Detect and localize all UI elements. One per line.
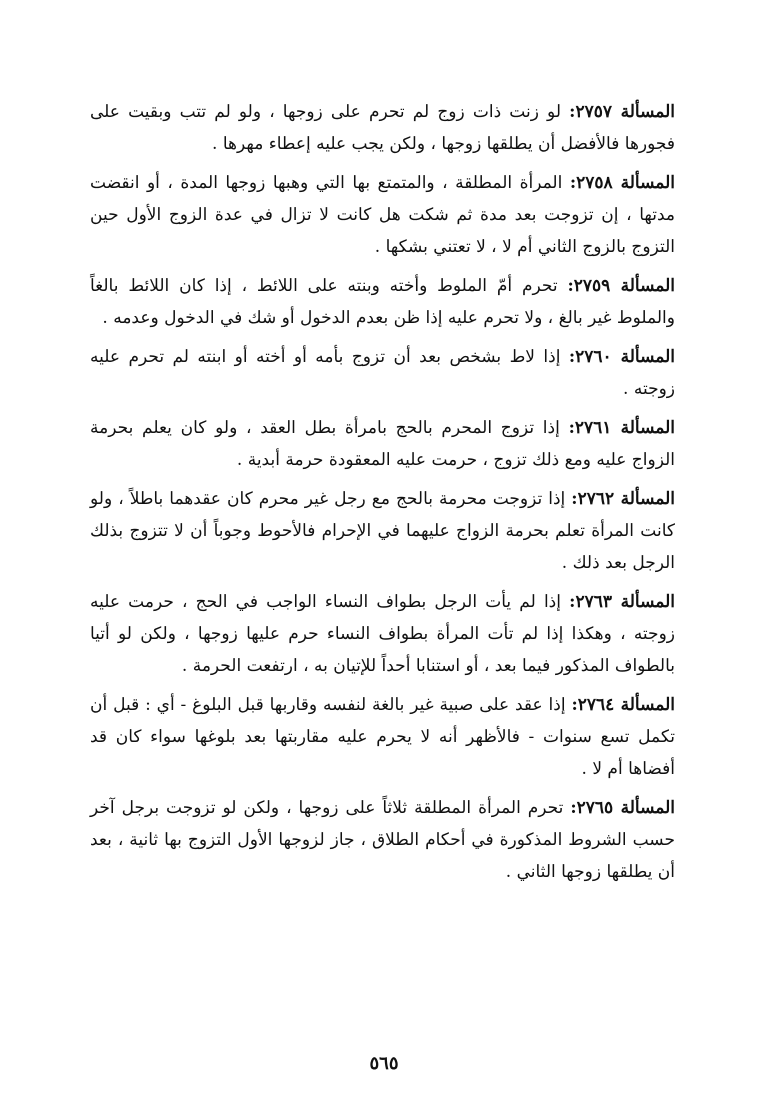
masala-text: إذا عقد على صبية غير بالغة لنفسه وقاربها قبل البلوغ - أي : قبل أن تكمل تسع سنوات - فالأظهر أنه لا يحرم عليه مقاربتها بعد بلوغها سواء كان قد أفضاها أم لا . <box>90 695 675 779</box>
masala-text: إذا تزوجت محرمة بالحج مع رجل غير محرم كان عقدهما باطلاً ، ولو كانت المرأة تعلم بحرمة الزواج عليهما في الإحرام فالأحوط وجوباً أن لا تتزوج بذلك الرجل بعد ذلك . <box>90 489 675 573</box>
masala-label: المسألة ٢٧٥٩: <box>567 276 676 296</box>
masala-2758 <box>90 167 675 263</box>
masala-text: المرأة المطلقة ، والمتمتع بها التي وهبها زوجها المدة ، أو انقضت مدتها ، إن تزوجت بعد مدة ثم شكت هل كانت لا تزال في عدة الزوج الأول حين التزوج بالزوج الثاني أم لا ، لا تعتني بشكها . <box>90 173 675 257</box>
masala-2757 <box>90 96 675 160</box>
masala-text: إذا تزوج المحرم بالحج بامرأة بطل العقد ، ولو كان يعلم بحرمة الزواج عليه ومع ذلك تزوج ، حرمت عليه المعقودة حرمة أبدية . <box>90 418 675 470</box>
masala-2761 <box>90 412 675 476</box>
masala-2759 <box>90 270 675 334</box>
masala-label: المسألة ٢٧٥٧: <box>569 102 675 122</box>
masala-text: إذا لم يأت الرجل بطواف النساء الواجب في الحج ، حرمت عليه زوجته ، وهكذا إذا لم تأت المرأة بطواف النساء حرم عليها زوجها ، ولكن لو أتيا بالطواف المذكور فيما بعد ، أو استنابا أحداً للإتيان به ، ارتفعت الحرمة . <box>90 592 675 676</box>
masala-2763 <box>90 586 675 682</box>
masala-2762 <box>90 483 675 579</box>
masala-text: تحرم المرأة المطلقة ثلاثاً على زوجها ، ولكن لو تزوجت برجل آخر حسب الشروط المذكورة في أحكام الطلاق ، جاز لزوجها الأول التزوج بها ثانية ، بعد أن يطلقها زوجها الثاني . <box>90 798 675 882</box>
masala-2765 <box>90 792 675 888</box>
masala-label: المسألة ٢٧٥٨: <box>569 173 675 193</box>
masala-label: المسألة ٢٧٦٤: <box>571 695 675 715</box>
masala-label: المسألة ٢٧٦٥: <box>570 798 675 818</box>
page-number: ٥٦٥ <box>369 1053 399 1074</box>
page-body <box>90 96 675 895</box>
masala-label: المسألة ٢٧٦١: <box>568 418 675 438</box>
masala-text: لو زنت ذات زوج لم تحرم على زوجها ، ولو لم تتب وبقيت على فجورها فالأفضل أن يطلقها زوجها ، ولكن يجب عليه إعطاء مهرها . <box>90 102 675 154</box>
masala-label: المسألة ٢٧٦٣: <box>569 592 676 612</box>
masala-2760 <box>90 341 675 405</box>
masala-label: المسألة ٢٧٦٢: <box>571 489 676 509</box>
masala-2764 <box>90 689 675 785</box>
masala-text: إذا لاط بشخص بعد أن تزوج بأمه أو أخته أو ابنته لم تحرم عليه زوجته . <box>90 347 675 399</box>
masala-label: المسألة ٢٧٦٠: <box>568 347 675 367</box>
masala-text: تحرم أمّ الملوط وأخته وبنته على اللائط ، إذا كان اللائط بالغاً والملوط غير بالغ ، ولا تحرم عليه إذا ظن بعدم الدخول أو شك في الدخول وعدمه . <box>90 276 675 328</box>
